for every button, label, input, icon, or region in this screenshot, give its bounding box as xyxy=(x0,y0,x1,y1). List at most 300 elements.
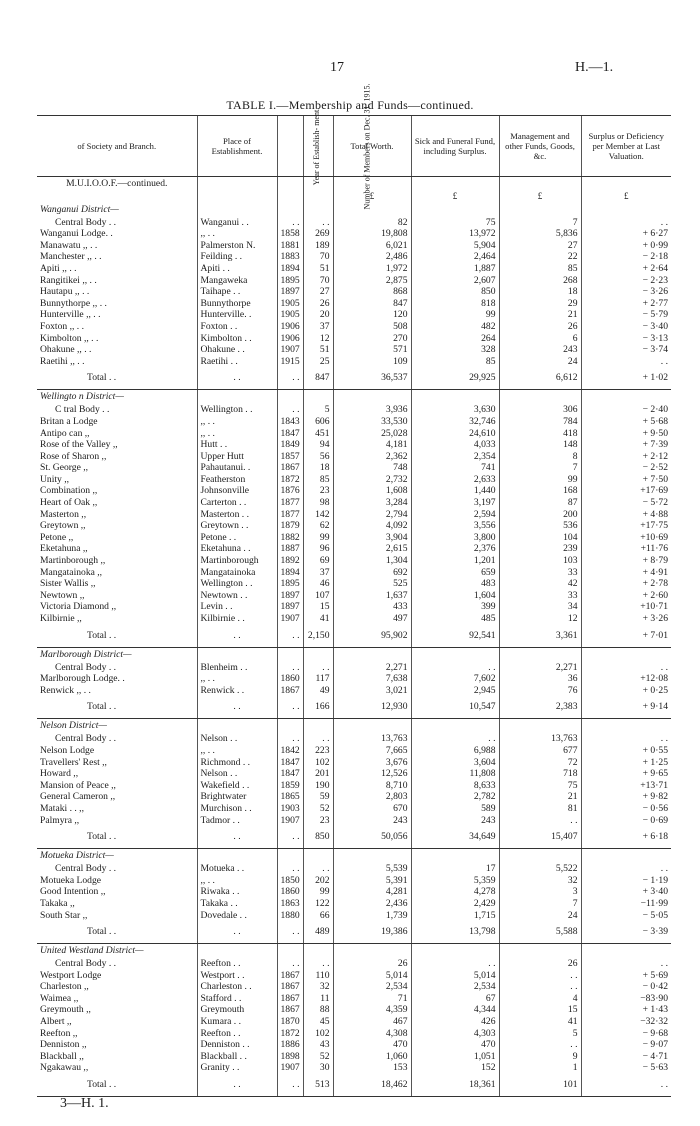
members-cell: 49 xyxy=(303,685,333,697)
worth-cell: 470 xyxy=(333,1039,411,1051)
surplus-cell: + 3·40 xyxy=(581,886,671,898)
total-sick-cell: 18,361 xyxy=(411,1074,499,1097)
members-cell: 23 xyxy=(303,485,333,497)
mgmt-cell: 21 xyxy=(499,791,581,803)
table-row xyxy=(37,875,671,887)
table-body xyxy=(37,177,671,1097)
members-cell: 189 xyxy=(303,240,333,252)
empty-cell xyxy=(581,944,671,959)
table-row xyxy=(37,1039,671,1051)
members-cell: 98 xyxy=(303,497,333,509)
empty-cell xyxy=(303,390,333,405)
total-sick-cell: 10,547 xyxy=(411,696,499,719)
surplus-cell: + 9·65 xyxy=(581,768,671,780)
mgmt-cell: . . xyxy=(499,970,581,982)
year-cell: 1877 xyxy=(277,509,303,521)
table-row xyxy=(37,863,671,875)
year-cell: . . xyxy=(277,662,303,674)
table-row xyxy=(37,780,671,792)
mgmt-cell: 784 xyxy=(499,416,581,428)
members-cell: 85 xyxy=(303,474,333,486)
society-cell: Hunterville ,, . . xyxy=(40,309,101,321)
mgmt-cell: 36 xyxy=(499,673,581,685)
members-cell: 102 xyxy=(303,1028,333,1040)
society-cell: Waimea ,, xyxy=(40,992,79,1004)
year-cell: 1894 xyxy=(277,263,303,275)
year-cell: 1906 xyxy=(277,321,303,333)
place-cell: Hutt . . xyxy=(197,439,277,451)
members-cell: 15 xyxy=(303,601,333,613)
place-cell: Taihape . . xyxy=(197,286,277,298)
place-cell: Takaka . . xyxy=(197,898,277,910)
society-cell: Central Body . . xyxy=(55,863,117,875)
mgmt-cell: 33 xyxy=(499,567,581,579)
sick-cell: 1,440 xyxy=(411,485,499,497)
worth-cell: 2,362 xyxy=(333,451,411,463)
year-cell: 1857 xyxy=(277,451,303,463)
district-header-row xyxy=(37,944,671,959)
surplus-cell: +12·08 xyxy=(581,673,671,685)
unit-sick: £ xyxy=(411,191,499,203)
society-cell: Greymouth ,, xyxy=(40,1004,91,1016)
mgmt-cell: 99 xyxy=(499,474,581,486)
society-cell: Travellers' Rest ,, xyxy=(40,756,107,768)
empty-cell xyxy=(303,849,333,864)
society-cell: Reefton ,, xyxy=(40,1027,78,1039)
district-name: Wellingto n District— xyxy=(40,391,124,403)
place-cell: Brightwater xyxy=(197,791,277,803)
society-cell: Greytown ,, xyxy=(40,520,86,532)
worth-cell: 3,904 xyxy=(333,532,411,544)
place-cell: Nelson . . xyxy=(197,733,277,745)
mgmt-cell: 268 xyxy=(499,275,581,287)
total-worth-cell: 19,386 xyxy=(333,921,411,944)
members-cell: . . xyxy=(303,958,333,970)
year-cell: 1882 xyxy=(277,532,303,544)
year-cell: 1867 xyxy=(277,462,303,474)
empty-cell xyxy=(411,719,499,734)
place-cell: Blackball . . xyxy=(197,1051,277,1063)
place-cell: Renwick . . xyxy=(197,685,277,697)
empty-cell xyxy=(581,390,671,405)
worth-cell: 5,391 xyxy=(333,875,411,887)
empty-cell xyxy=(581,849,671,864)
place-cell: Nelson . . xyxy=(197,768,277,780)
place-cell: Wanganui . . xyxy=(197,217,277,229)
members-cell: 94 xyxy=(303,439,333,451)
members-cell: 51 xyxy=(303,263,333,275)
members-cell: 142 xyxy=(303,509,333,521)
worth-cell: 4,308 xyxy=(333,1028,411,1040)
mgmt-cell: 21 xyxy=(499,309,581,321)
society-cell: Combination ,, xyxy=(40,485,98,497)
mgmt-cell: 81 xyxy=(499,803,581,815)
total-surplus-cell: + 1·02 xyxy=(581,367,671,390)
mgmt-cell: 7 xyxy=(499,217,581,229)
sick-cell: 483 xyxy=(411,578,499,590)
mgmt-cell: 33 xyxy=(499,590,581,602)
year-cell: 1876 xyxy=(277,485,303,497)
sick-cell: 470 xyxy=(411,1039,499,1051)
table-row xyxy=(37,1004,671,1016)
table-row xyxy=(37,733,671,745)
sick-cell: 152 xyxy=(411,1062,499,1074)
members-cell: 52 xyxy=(303,803,333,815)
table-row xyxy=(37,898,671,910)
surplus-cell: + 7·50 xyxy=(581,474,671,486)
surplus-cell: −11·99 xyxy=(581,898,671,910)
mgmt-cell: 103 xyxy=(499,555,581,567)
place-cell: Tadmor . . xyxy=(197,815,277,827)
sick-cell: 2,945 xyxy=(411,685,499,697)
sick-cell: 482 xyxy=(411,321,499,333)
worth-cell: 670 xyxy=(333,803,411,815)
surplus-cell: − 0·56 xyxy=(581,803,671,815)
worth-cell: 497 xyxy=(333,613,411,625)
mgmt-cell: 5,836 xyxy=(499,228,581,240)
year-cell: . . xyxy=(277,733,303,745)
worth-cell: 71 xyxy=(333,993,411,1005)
place-cell: Westport . . xyxy=(197,970,277,982)
table-row xyxy=(37,263,671,275)
mgmt-cell: 12 xyxy=(499,613,581,625)
year-cell: 1842 xyxy=(277,745,303,757)
table-row xyxy=(37,768,671,780)
table-row xyxy=(37,910,671,922)
sick-cell: 4,033 xyxy=(411,439,499,451)
district-header-row xyxy=(37,203,671,217)
society-cell: Antipo can ,, xyxy=(40,427,90,439)
year-cell: 1883 xyxy=(277,251,303,263)
worth-cell: 433 xyxy=(333,601,411,613)
sick-cell: 818 xyxy=(411,298,499,310)
place-cell: Riwaka . . xyxy=(197,886,277,898)
year-cell: 1880 xyxy=(277,910,303,922)
table-row xyxy=(37,567,671,579)
year-cell: 1894 xyxy=(277,567,303,579)
place-cell: Ohakune . . xyxy=(197,344,277,356)
worth-cell: 1,060 xyxy=(333,1051,411,1063)
place-cell: Raetihi . . xyxy=(197,356,277,368)
empty-cell xyxy=(277,849,303,864)
empty-cell xyxy=(411,849,499,864)
place-cell: Reefton . . xyxy=(197,958,277,970)
table-row xyxy=(37,981,671,993)
mgmt-cell: 718 xyxy=(499,768,581,780)
place-cell: Petone . . xyxy=(197,532,277,544)
mgmt-cell: 148 xyxy=(499,439,581,451)
members-cell: 12 xyxy=(303,333,333,345)
worth-cell: 270 xyxy=(333,333,411,345)
society-cell: South Star ,, xyxy=(40,909,88,921)
empty-cell xyxy=(277,390,303,405)
total-surplus-cell: − 3·39 xyxy=(581,921,671,944)
worth-cell: 33,530 xyxy=(333,416,411,428)
society-cell: Nelson Lodge xyxy=(40,744,95,756)
col-place: Place of Establishment. xyxy=(197,116,277,177)
col-worth: Total Worth. xyxy=(333,116,411,177)
table-row xyxy=(37,474,671,486)
worth-cell: 2,875 xyxy=(333,275,411,287)
sick-cell: 24,610 xyxy=(411,428,499,440)
society-cell: Martinborough ,, xyxy=(40,555,106,567)
year-cell: . . xyxy=(277,217,303,229)
mgmt-cell: 72 xyxy=(499,757,581,769)
members-cell: 122 xyxy=(303,898,333,910)
members-cell: 25 xyxy=(303,356,333,368)
sick-cell: 2,607 xyxy=(411,275,499,287)
surplus-cell: − 9·68 xyxy=(581,1028,671,1040)
surplus-cell: + 0·25 xyxy=(581,685,671,697)
table-row xyxy=(37,356,671,368)
place-cell: Pahautanui. . xyxy=(197,462,277,474)
worth-cell: 847 xyxy=(333,298,411,310)
empty-cell xyxy=(333,390,411,405)
surplus-cell: − 5·63 xyxy=(581,1062,671,1074)
sick-cell: 328 xyxy=(411,344,499,356)
mgmt-cell: 536 xyxy=(499,520,581,532)
members-cell: 5 xyxy=(303,404,333,416)
year-cell: 1860 xyxy=(277,886,303,898)
mgmt-cell: 4 xyxy=(499,993,581,1005)
table-row xyxy=(37,251,671,263)
surplus-cell: − 2·18 xyxy=(581,251,671,263)
society-cell: Victoria Diamond ,, xyxy=(40,601,117,613)
table-row xyxy=(37,286,671,298)
mgmt-cell: 32 xyxy=(499,875,581,887)
table-row xyxy=(37,485,671,497)
worth-cell: 7,638 xyxy=(333,673,411,685)
col-members: Number of Members on Dec. 31, 1915. xyxy=(303,116,333,177)
society-cell: Central Body . . xyxy=(55,661,117,673)
members-cell: . . xyxy=(303,217,333,229)
worth-cell: 2,794 xyxy=(333,509,411,521)
mgmt-cell: 168 xyxy=(499,485,581,497)
sick-cell: 5,359 xyxy=(411,875,499,887)
total-members-cell: 850 xyxy=(303,826,333,849)
total-year-cell: . . xyxy=(277,625,303,648)
place-cell: ,, . . xyxy=(197,673,277,685)
mgmt-cell: 24 xyxy=(499,910,581,922)
place-cell: Mangatainoka xyxy=(197,567,277,579)
place-cell: Apiti . . xyxy=(197,263,277,275)
members-cell: 41 xyxy=(303,613,333,625)
place-cell: Richmond . . xyxy=(197,757,277,769)
unit-row xyxy=(37,191,671,203)
surplus-cell: +11·76 xyxy=(581,543,671,555)
place-cell: Carterton . . xyxy=(197,497,277,509)
sick-cell: 589 xyxy=(411,803,499,815)
surplus-cell: +13·71 xyxy=(581,780,671,792)
place-cell: ,, . . xyxy=(197,416,277,428)
sick-cell: 3,556 xyxy=(411,520,499,532)
worth-cell: 82 xyxy=(333,217,411,229)
table-row xyxy=(37,1051,671,1063)
table-row xyxy=(37,497,671,509)
table-row xyxy=(37,958,671,970)
place-cell: Kimbolton . . xyxy=(197,333,277,345)
empty-cell xyxy=(499,203,581,217)
worth-cell: 1,739 xyxy=(333,910,411,922)
place-cell: Palmerston N. xyxy=(197,240,277,252)
place-cell: Kumara . . xyxy=(197,1016,277,1028)
unit-worth: £ xyxy=(333,191,411,203)
year-cell: 1849 xyxy=(277,439,303,451)
year-cell: 1915 xyxy=(277,356,303,368)
surplus-cell: + 2·12 xyxy=(581,451,671,463)
sick-cell: 1,051 xyxy=(411,1051,499,1063)
sick-cell: 3,197 xyxy=(411,497,499,509)
sick-cell: 1,715 xyxy=(411,910,499,922)
total-mgmt-cell: 3,361 xyxy=(499,625,581,648)
table-row xyxy=(37,1062,671,1074)
surplus-cell: . . xyxy=(581,733,671,745)
total-members-cell: 166 xyxy=(303,696,333,719)
sick-cell: 485 xyxy=(411,613,499,625)
members-cell: 52 xyxy=(303,1051,333,1063)
year-cell: 1850 xyxy=(277,875,303,887)
total-sick-cell: 34,649 xyxy=(411,826,499,849)
place-cell: Martinborough xyxy=(197,555,277,567)
mgmt-cell: 9 xyxy=(499,1051,581,1063)
surplus-cell: . . xyxy=(581,662,671,674)
mgmt-cell: 29 xyxy=(499,298,581,310)
surplus-cell: − 2·40 xyxy=(581,404,671,416)
society-cell: Kimbolton ,, . . xyxy=(40,332,99,344)
worth-cell: 3,284 xyxy=(333,497,411,509)
society-cell: Mansion of Peace ,, xyxy=(40,779,116,791)
year-cell: 1895 xyxy=(277,578,303,590)
surplus-cell: − 2·52 xyxy=(581,462,671,474)
surplus-cell: − 3·13 xyxy=(581,333,671,345)
place-cell: ,, . . xyxy=(197,745,277,757)
table-row xyxy=(37,439,671,451)
sick-cell: 6,988 xyxy=(411,745,499,757)
total-society-cell: Total . . xyxy=(37,625,197,648)
total-row xyxy=(37,625,671,648)
empty-cell xyxy=(411,944,499,959)
place-cell: Wellington . . xyxy=(197,404,277,416)
mgmt-cell: 104 xyxy=(499,532,581,544)
table-row xyxy=(37,543,671,555)
empty-cell xyxy=(333,647,411,662)
table-title: TABLE I.—Membership and Funds—continued. xyxy=(226,98,474,112)
table-row xyxy=(37,228,671,240)
society-cell: Central Body . . xyxy=(55,733,117,745)
empty-cell xyxy=(303,203,333,217)
empty-cell xyxy=(333,849,411,864)
society-cell: Denniston ,, xyxy=(40,1039,87,1051)
total-members-cell: 489 xyxy=(303,921,333,944)
surplus-cell: + 1·25 xyxy=(581,757,671,769)
place-cell: Granity . . xyxy=(197,1062,277,1074)
society-cell: Blackball ,, xyxy=(40,1050,84,1062)
surplus-cell: − 1·19 xyxy=(581,875,671,887)
members-cell: 46 xyxy=(303,578,333,590)
col-society: of Society and Branch. xyxy=(37,116,197,177)
empty-cell xyxy=(277,719,303,734)
table-row xyxy=(37,757,671,769)
worth-cell: 2,803 xyxy=(333,791,411,803)
year-cell: 1907 xyxy=(277,344,303,356)
surplus-cell: + 1·43 xyxy=(581,1004,671,1016)
worth-cell: 8,710 xyxy=(333,780,411,792)
mgmt-cell: 306 xyxy=(499,404,581,416)
sick-cell: 4,278 xyxy=(411,886,499,898)
sick-cell: 32,746 xyxy=(411,416,499,428)
place-cell: Foxton . . xyxy=(197,321,277,333)
society-cell: Britan a Lodge xyxy=(40,415,98,427)
mgmt-cell: 26 xyxy=(499,958,581,970)
society-cell: Sister Wallis ,, xyxy=(40,578,96,590)
surplus-cell: + 2·64 xyxy=(581,263,671,275)
surplus-cell: + 9·50 xyxy=(581,428,671,440)
table-row xyxy=(37,1016,671,1028)
year-cell: . . xyxy=(277,958,303,970)
empty-cell xyxy=(303,944,333,959)
society-cell: Westport Lodge xyxy=(40,969,102,981)
mgmt-cell: 6 xyxy=(499,333,581,345)
surplus-cell: + 5·69 xyxy=(581,970,671,982)
year-cell: 1897 xyxy=(277,590,303,602)
mgmt-cell: . . xyxy=(499,1039,581,1051)
unit-surplus: £ xyxy=(581,191,671,203)
surplus-cell: + 9·82 xyxy=(581,791,671,803)
place-cell: Bunnythorpe xyxy=(197,298,277,310)
worth-cell: 2,436 xyxy=(333,898,411,910)
worth-cell: 25,028 xyxy=(333,428,411,440)
members-cell: . . xyxy=(303,662,333,674)
year-cell: 1903 xyxy=(277,803,303,815)
total-row xyxy=(37,696,671,719)
year-cell: 1872 xyxy=(277,474,303,486)
society-cell: Raetihi ,, . . xyxy=(40,355,85,367)
worth-cell: 26 xyxy=(333,958,411,970)
total-year-cell: . . xyxy=(277,367,303,390)
year-cell: . . xyxy=(277,404,303,416)
table-row xyxy=(37,404,671,416)
place-cell: Denniston . . xyxy=(197,1039,277,1051)
members-cell: 96 xyxy=(303,543,333,555)
sick-cell: 2,782 xyxy=(411,791,499,803)
society-cell: Marlborough Lodge. . xyxy=(40,673,125,685)
sick-cell: 741 xyxy=(411,462,499,474)
empty-cell xyxy=(581,719,671,734)
table-row xyxy=(37,993,671,1005)
year-cell: 1843 xyxy=(277,416,303,428)
surplus-cell: +10·69 xyxy=(581,532,671,544)
table-row xyxy=(37,309,671,321)
society-cell: Rangitikei ,, . . xyxy=(40,274,97,286)
empty-cell xyxy=(411,203,499,217)
members-cell: 102 xyxy=(303,757,333,769)
mgmt-cell: 75 xyxy=(499,780,581,792)
year-cell: 1867 xyxy=(277,993,303,1005)
table-row xyxy=(37,662,671,674)
empty-cell xyxy=(197,647,277,662)
sick-cell: 3,630 xyxy=(411,404,499,416)
mgmt-cell: 2,271 xyxy=(499,662,581,674)
place-cell: Mangaweka xyxy=(197,275,277,287)
mgmt-cell: 15 xyxy=(499,1004,581,1016)
year-cell: 1872 xyxy=(277,1028,303,1040)
year-cell: 1887 xyxy=(277,543,303,555)
table-row xyxy=(37,685,671,697)
mgmt-cell: 5 xyxy=(499,1028,581,1040)
society-cell: Palmyra ,, xyxy=(40,814,80,826)
sick-cell: 243 xyxy=(411,815,499,827)
sick-cell: . . xyxy=(411,733,499,745)
